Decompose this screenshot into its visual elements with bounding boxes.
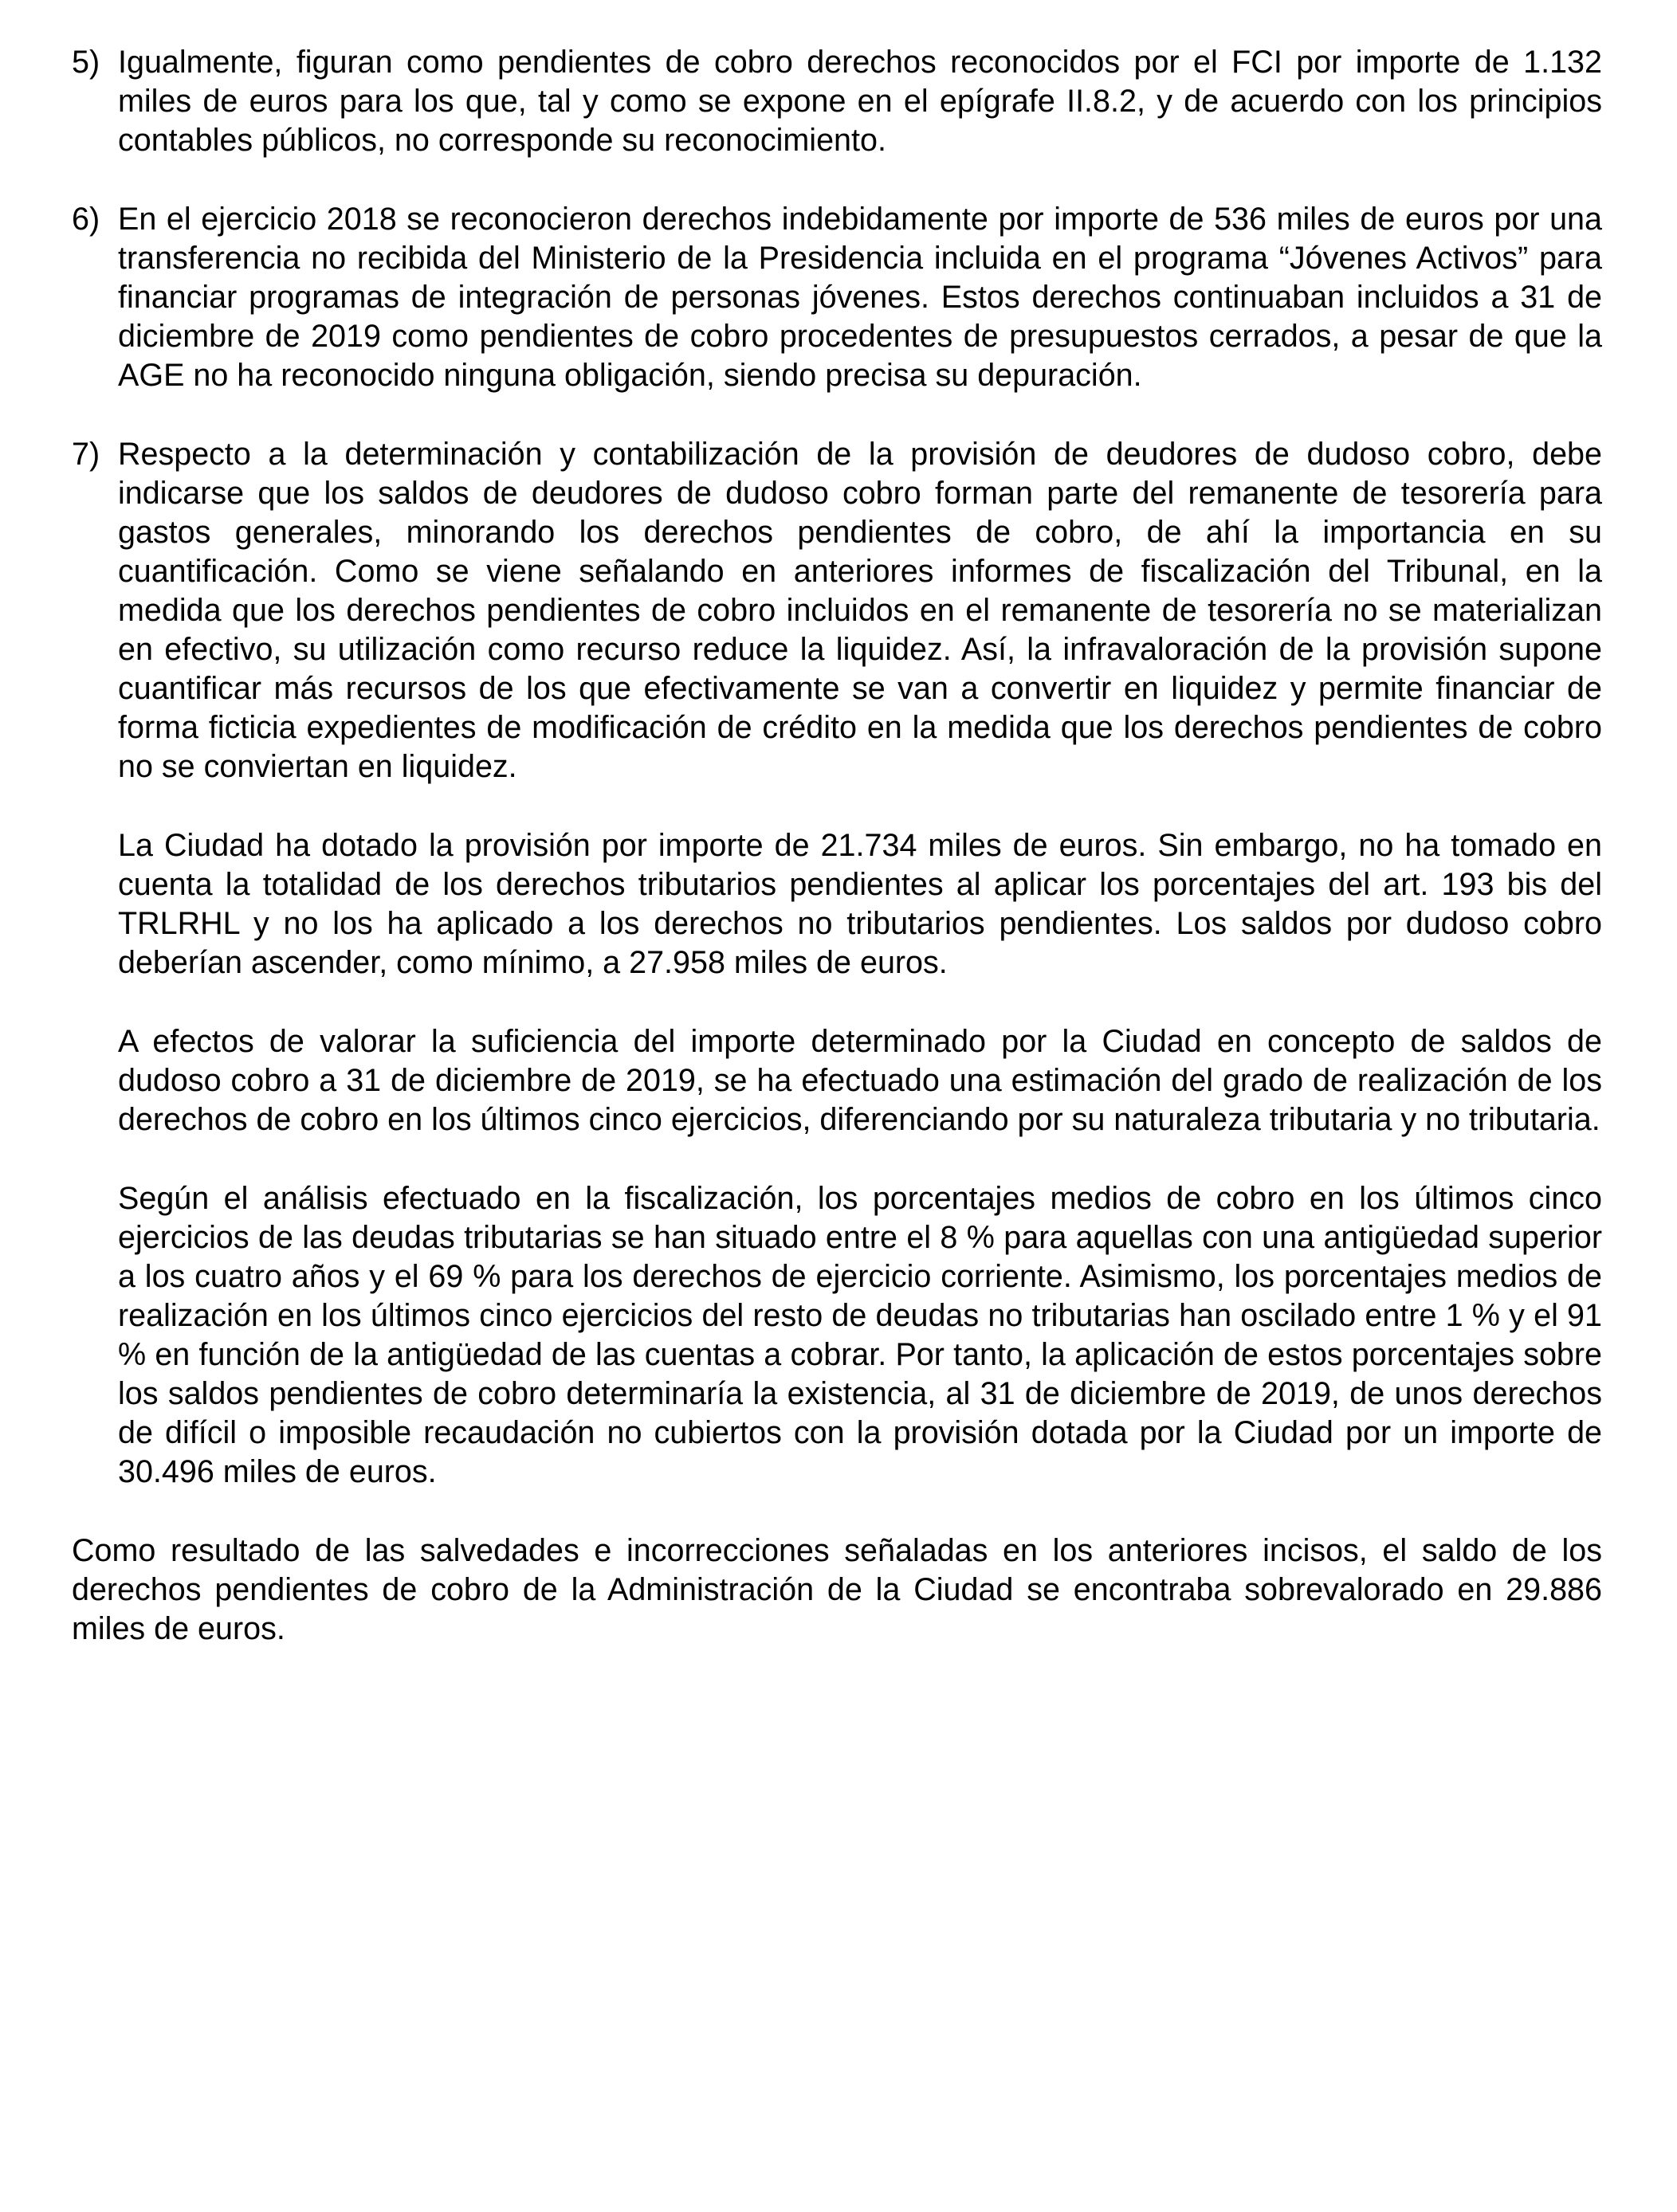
list-item-6	[72, 200, 1602, 395]
item-paragraph: En el ejercicio 2018 se reconocieron derechos indebidamente por importe de 536 miles de euros por una transferencia no recibida del Ministerio de la Presidencia incluida en el programa “Jóvenes Activos” para financiar programas de integración de personas jóvenes. Estos derechos continuaban incluidos a 31 de diciembre de 2019 como pendientes de cobro procedentes de presupuestos cerrados, a pesar de que la AGE no ha reconocido ninguna obligación, siendo precisa su depuración.	[118, 202, 1602, 393]
conclusion-paragraph: Como resultado de las salvedades e incorrecciones señaladas en los anteriores incisos, el saldo de los derechos pendientes de cobro de la Administración de la Ciudad se encontraba sobrevalorado en 29.886 miles de euros.	[72, 1533, 1602, 1646]
list-item-7	[72, 435, 1602, 1492]
item-paragraph: Respecto a la determinación y contabilización de la provisión de deudores de dudoso cobro, debe indicarse que los saldos de deudores de dudoso cobro forman parte del remanente de tesorería para gastos generales, minorando los derechos pendientes de cobro, de ahí la importancia en su cuantificación. Como se viene señalando en anteriores informes de fiscalización del Tribunal, en la medida que los derechos pendientes de cobro incluidos en el remanente de tesorería no se materializan en efectivo, su utilización como recurso reduce la liquidez. Así, la infravaloración de la provisión supone cuantificar más recursos de los que efectivamente se van a convertir en liquidez y permite financiar de forma ficticia expedientes de modificación de crédito en la medida que los derechos pendientes de cobro no se conviertan en liquidez.	[118, 437, 1602, 784]
item-paragraph: Igualmente, figuran como pendientes de cobro derechos reconocidos por el FCI por importe de 1.132 miles de euros para los que, tal y como se expone en el epígrafe II.8.2, y de acuerdo con los principios contables públicos, no corresponde su reconocimiento.	[118, 45, 1602, 158]
item-paragraph: Según el análisis efectuado en la fiscalización, los porcentajes medios de cobro en los últimos cinco ejercicios de las deudas tributarias se han situado entre el 8 % para aquellas con una antigüedad superior a los cuatro años y el 69 % para los derechos de ejercicio corriente. Asimismo, los porcentajes medios de realización en los últimos cinco ejercicios del resto de deudas no tributarias han oscilado entre 1 % y el 91 % en función de la antigüedad de las cuentas a cobrar. Por tanto, la aplicación de estos porcentajes sobre los saldos pendientes de cobro determinaría la existencia, al 31 de diciembre de 2019, de unos derechos de difícil o imposible recaudación no cubiertos con la provisión dotada por la Ciudad por un importe de 30.496 miles de euros.	[118, 1181, 1602, 1489]
item-number: 5)	[72, 45, 100, 80]
item-number: 6)	[72, 202, 100, 237]
item-number: 7)	[72, 437, 100, 472]
item-paragraph: A efectos de valorar la suficiencia del importe determinado por la Ciudad en concepto de saldos de dudoso cobro a 31 de diciembre de 2019, se ha efectuado una estimación del grado de realización de los derechos de cobro en los últimos cinco ejercicios, diferenciando por su naturaleza tributaria y no tributaria.	[118, 1024, 1602, 1137]
item-paragraph: La Ciudad ha dotado la provisión por importe de 21.734 miles de euros. Sin embargo, no ha tomado en cuenta la totalidad de los derechos tributarios pendientes al aplicar los porcentajes del art. 193 bis del TRLRHL y no los ha aplicado a los derechos no tributarios pendientes. Los saldos por dudoso cobro deberían ascender, como mínimo, a 27.958 miles de euros.	[118, 828, 1602, 980]
list-item-5	[72, 43, 1602, 160]
document-page	[72, 43, 1602, 1649]
